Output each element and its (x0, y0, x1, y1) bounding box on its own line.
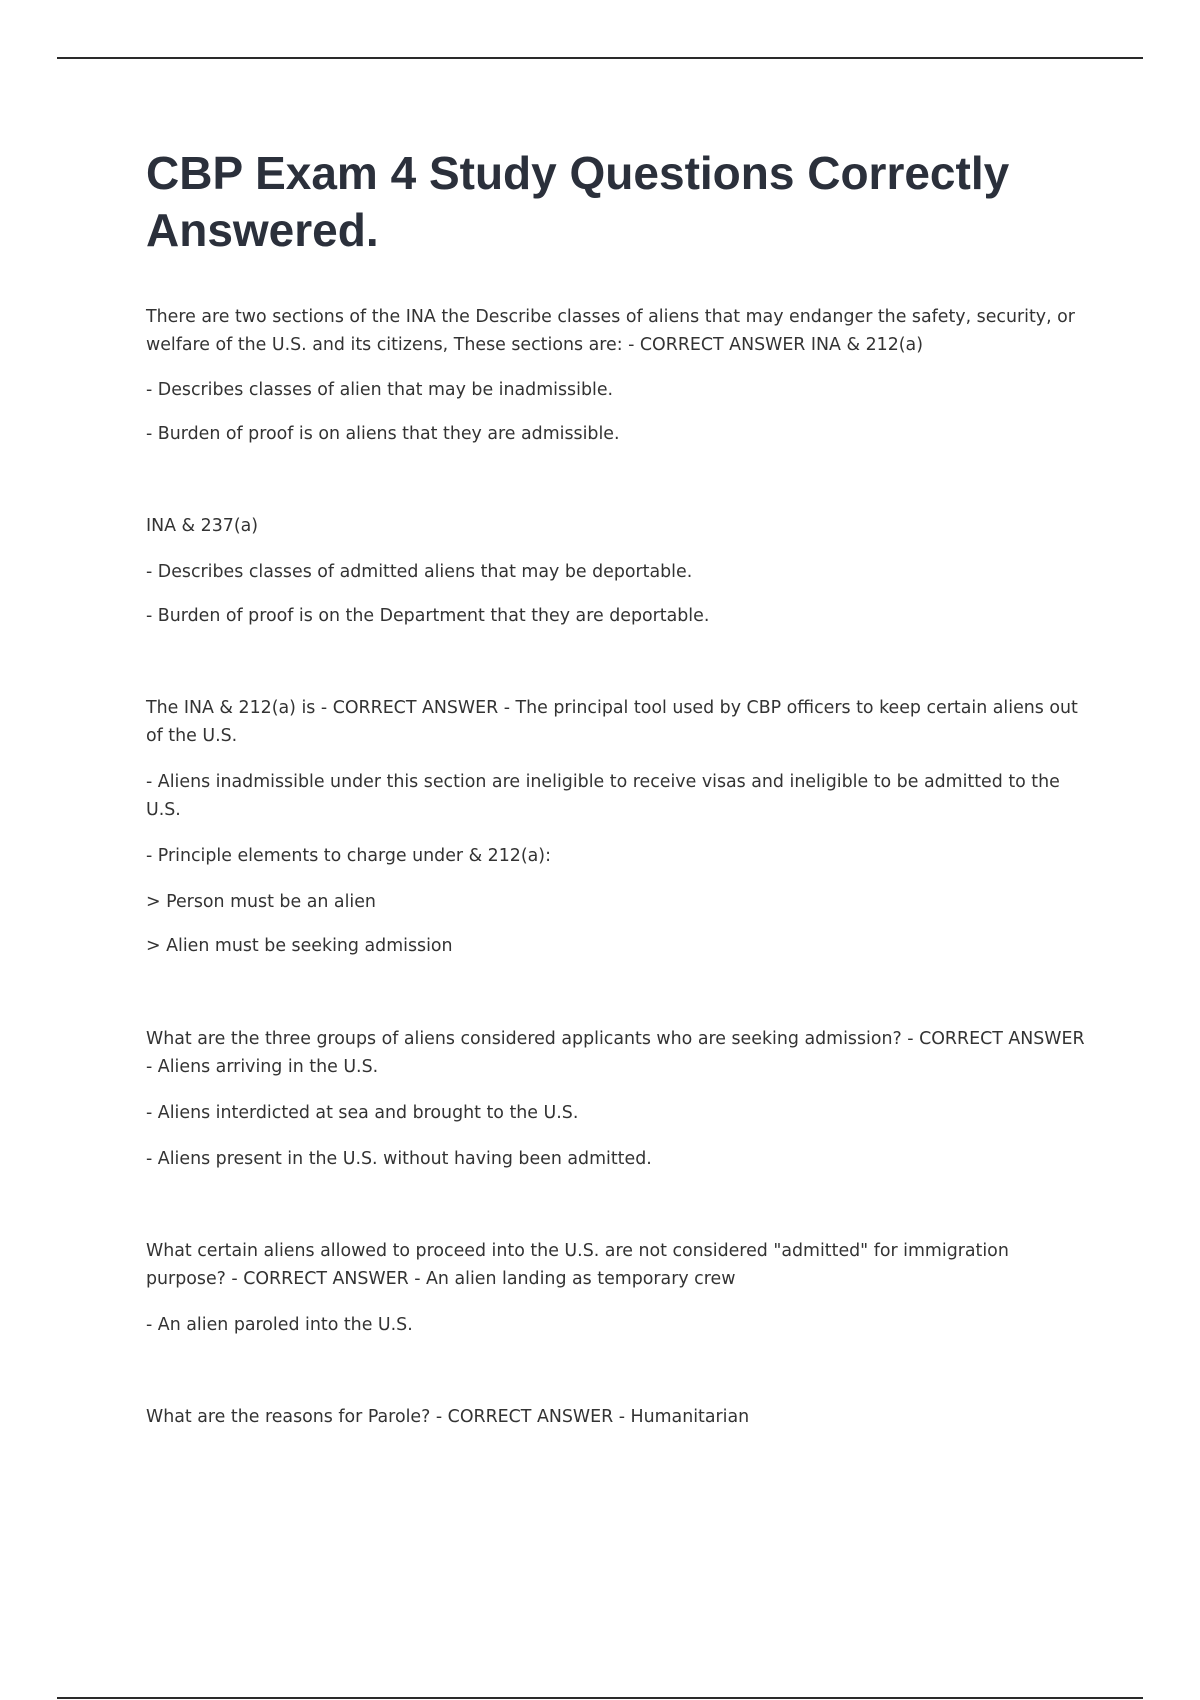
paragraph-q3: What are the three groups of aliens considered applicants who are seeking admission? - CORRECT ANSWER - Aliens arriving in the U.S. (146, 1029, 1085, 1077)
paragraph-q1-bullet-1: - Describes classes of alien that may be inadmissible. (146, 380, 614, 400)
top-rule (57, 57, 1143, 59)
paragraph-ina-237-bullet-1: - Describes classes of admitted aliens that may be deportable. (146, 562, 693, 582)
paragraph-q4-bullet-1: - An alien paroled into the U.S. (146, 1315, 413, 1335)
bottom-rule (57, 1697, 1143, 1699)
paragraph-q1-bullet-2: - Burden of proof is on aliens that they are admissible. (146, 424, 620, 444)
paragraph-q2-bullet-2: - Principle elements to charge under & 212(a): (146, 846, 551, 866)
paragraph-q3-bullet-1: - Aliens interdicted at sea and brought to the U.S. (146, 1103, 579, 1123)
paragraph-q2-sub-2: > Alien must be seeking admission (146, 936, 453, 956)
paragraph-ina-237-bullet-2: - Burden of proof is on the Department that they are deportable. (146, 606, 710, 626)
paragraph-ina-237: INA & 237(a) (146, 516, 259, 536)
paragraph-q1: There are two sections of the INA the Describe classes of aliens that may endanger the safety, security, or welfare of the U.S. and its citizens, These sections are: - CORRECT ANSWER INA & 212(a) (146, 307, 1075, 355)
paragraph-q2-sub-1: > Person must be an alien (146, 892, 376, 912)
paragraph-q5: What are the reasons for Parole? - CORRECT ANSWER - Humanitarian (146, 1407, 750, 1427)
paragraph-q4: What certain aliens allowed to proceed into the U.S. are not considered "admitted" for immigration purpose? - CORRECT ANSWER - An alien landing as temporary crew (146, 1241, 1009, 1289)
paragraph-q2-bullet-1: - Aliens inadmissible under this section are ineligible to receive visas and ineligible to be admitted to the U.S. (146, 772, 1060, 820)
paragraph-q2: The INA & 212(a) is - CORRECT ANSWER - The principal tool used by CBP officers to keep certain aliens out of the U.S. (146, 698, 1078, 746)
paragraph-q3-bullet-2: - Aliens present in the U.S. without having been admitted. (146, 1149, 652, 1169)
document-title: CBP Exam 4 Study Questions Correctly Answered. (146, 147, 1010, 256)
